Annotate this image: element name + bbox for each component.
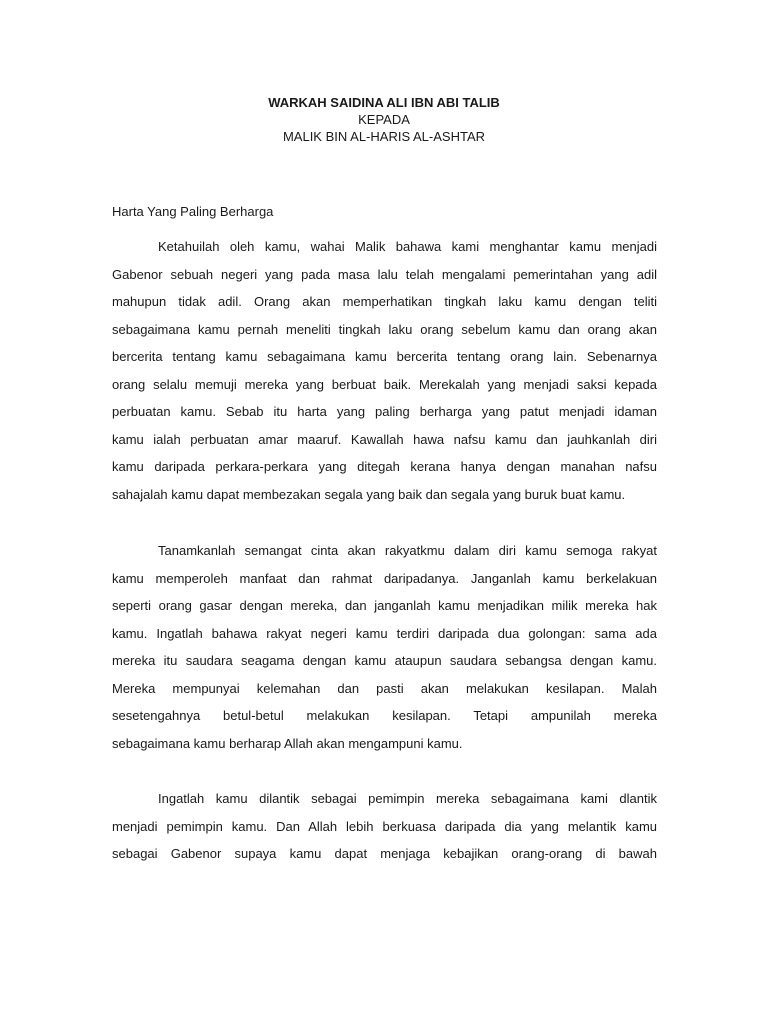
paragraph-line: menjadi pemimpin kamu. Dan Allah lebih berkuasa daripada dia yang melantik kamu bbox=[112, 818, 657, 834]
paragraph-line: kamu daripada perkara-perkara yang ditegah kerana hanya dengan manahan nafsu bbox=[112, 459, 657, 474]
paragraph-line: kamu ialah perbuatan amar maaruf. Kawallah hawa nafsu kamu dan jauhkanlah diri bbox=[112, 431, 657, 447]
paragraph-line: Tanamkanlah semangat cinta akan rakyatkmu dalam diri kamu semoga rakyat bbox=[158, 543, 657, 558]
paragraph-2 bbox=[112, 537, 657, 757]
paragraph-line: bercerita tentang kamu sebagaimana kamu bercerita tentang orang lain. Sebenarnya bbox=[112, 349, 657, 364]
paragraph-line: Ketahuilah oleh kamu, wahai Malik bahawa kami menghantar kamu menjadi bbox=[158, 239, 657, 254]
paragraph-line: perbuatan kamu. Sebab itu harta yang paling berharga yang patut menjadi idaman bbox=[112, 404, 657, 419]
paragraph-line: sebagaimana kamu berharap Allah akan mengampuni kamu. bbox=[112, 735, 463, 751]
paragraph-line: mahupun tidak adil. Orang akan memperhatikan tingkah laku kamu dengan teliti bbox=[112, 294, 657, 309]
paragraph-line: kamu. Ingatlah bahawa rakyat negeri kamu terdiri daripada dua golongan: sama ada bbox=[112, 625, 657, 641]
title-line-3: MALIK BIN AL-HARIS AL-ASHTAR bbox=[282, 129, 486, 144]
paragraph-3 bbox=[112, 785, 657, 868]
title-line-1: WARKAH SAIDINA ALI IBN ABI TALIB bbox=[268, 95, 500, 110]
paragraph-line: seperti orang gasar dengan mereka, dan janganlah kamu menjadikan milik mereka hak bbox=[112, 598, 657, 613]
paragraph-1 bbox=[112, 233, 657, 508]
paragraph-line: Mereka mempunyai kelemahan dan pasti akan melakukan kesilapan. Malah bbox=[112, 680, 657, 696]
paragraph-line: mereka itu saudara seagama dengan kamu ataupun saudara sebangsa dengan kamu. bbox=[112, 653, 657, 668]
paragraph-line: sebagaimana kamu pernah meneliti tingkah laku orang sebelum kamu dan orang akan bbox=[112, 321, 657, 337]
paragraph-line: kamu memperoleh manfaat dan rahmat daripadanya. Janganlah kamu berkelakuan bbox=[112, 570, 657, 586]
paragraph-line: Gabenor sebuah negeri yang pada masa lalu telah mengalami pemerintahan yang adil bbox=[112, 266, 657, 282]
paragraph-line: Ingatlah kamu dilantik sebagai pemimpin mereka sebagaimana kami dlantik bbox=[158, 791, 657, 806]
title-line-2: KEPADA bbox=[358, 112, 410, 127]
paragraph-line: sahajalah kamu dapat membezakan segala yang baik dan segala yang buruk buat kamu. bbox=[112, 486, 626, 502]
document-title bbox=[0, 94, 768, 145]
paragraph-line: orang selalu memuji mereka yang berbuat baik. Merekalah yang menjadi saksi kepada bbox=[112, 376, 657, 392]
paragraph-line: sesetengahnya betul-betul melakukan kesilapan. Tetapi ampunilah mereka bbox=[112, 708, 657, 723]
section-heading: Harta Yang Paling Berharga bbox=[112, 204, 274, 219]
paragraph-line: sebagai Gabenor supaya kamu dapat menjaga kebajikan orang-orang di bawah bbox=[112, 846, 657, 861]
